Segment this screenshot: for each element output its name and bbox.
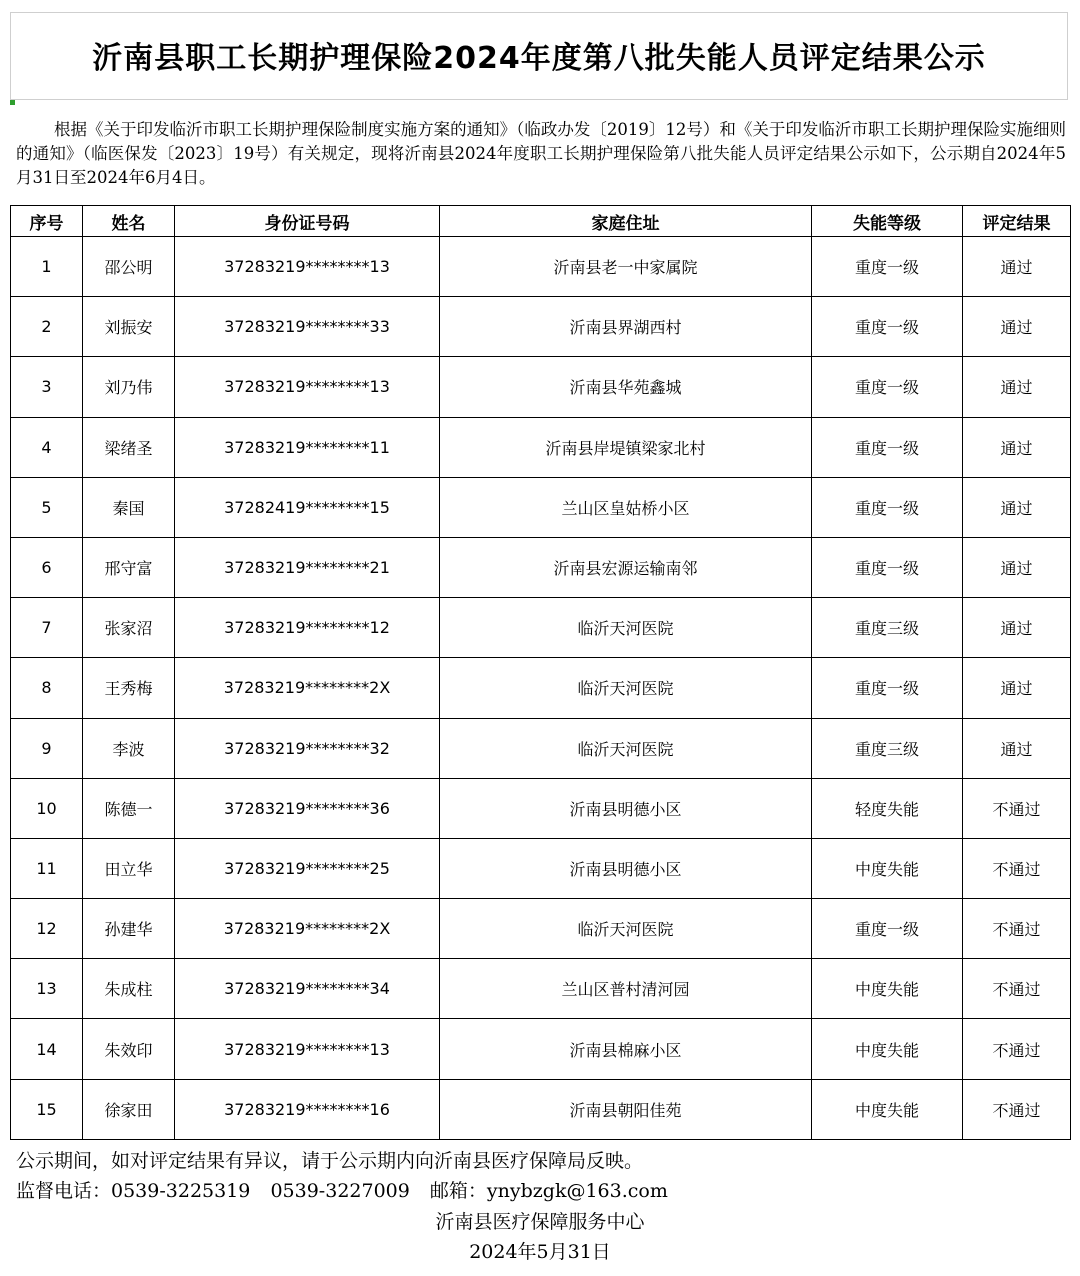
cell-result: 通过 (963, 537, 1071, 597)
cell-result: 不通过 (963, 778, 1071, 838)
phone-2: 0539-3227009 (270, 1180, 410, 1202)
cell-disability-level: 轻度失能 (812, 778, 963, 838)
table-row (11, 838, 1071, 898)
cell-index: 2 (11, 297, 83, 357)
cell-index: 9 (11, 718, 83, 778)
cell-name: 李波 (83, 718, 175, 778)
green-marker (10, 100, 15, 105)
cell-disability-level: 重度一级 (812, 357, 963, 417)
cell-index: 8 (11, 658, 83, 718)
header-index: 序号 (11, 206, 83, 237)
results-table (10, 205, 1071, 1140)
table-row (11, 417, 1071, 477)
cell-disability-level: 重度一级 (812, 537, 963, 597)
cell-disability-level: 中度失能 (812, 838, 963, 898)
cell-address: 临沂天河医院 (440, 658, 812, 718)
header-address: 家庭住址 (440, 206, 812, 237)
cell-result: 通过 (963, 598, 1071, 658)
table-row (11, 357, 1071, 417)
cell-address: 沂南县明德小区 (440, 778, 812, 838)
header-name: 姓名 (83, 206, 175, 237)
table-row (11, 477, 1071, 537)
cell-id-number: 37283219********25 (175, 838, 440, 898)
header-disability-level: 失能等级 (812, 206, 963, 237)
cell-disability-level: 中度失能 (812, 1079, 963, 1139)
cell-index: 4 (11, 417, 83, 477)
table-row (11, 959, 1071, 1019)
table-row (11, 899, 1071, 959)
cell-id-number: 37283219********13 (175, 1019, 440, 1079)
cell-address: 沂南县界湖西村 (440, 297, 812, 357)
cell-index: 14 (11, 1019, 83, 1079)
table-row (11, 718, 1071, 778)
cell-disability-level: 重度一级 (812, 297, 963, 357)
cell-name: 梁绪圣 (83, 417, 175, 477)
cell-name: 朱成柱 (83, 959, 175, 1019)
cell-index: 3 (11, 357, 83, 417)
cell-name: 王秀梅 (83, 658, 175, 718)
cell-id-number: 37283219********34 (175, 959, 440, 1019)
cell-result: 不通过 (963, 959, 1071, 1019)
objection-notice: 公示期间，如对评定结果有异议，请于公示期内向沂南县医疗保障局反映。 (16, 1150, 644, 1172)
cell-index: 5 (11, 477, 83, 537)
cell-index: 15 (11, 1079, 83, 1139)
email: 邮箱：ynybzgk@163.com (429, 1180, 668, 1202)
cell-result: 不通过 (963, 899, 1071, 959)
cell-disability-level: 重度一级 (812, 899, 963, 959)
cell-name: 徐家田 (83, 1079, 175, 1139)
cell-address: 沂南县老一中家属院 (440, 237, 812, 297)
cell-disability-level: 重度一级 (812, 658, 963, 718)
cell-address: 沂南县明德小区 (440, 838, 812, 898)
cell-result: 通过 (963, 297, 1071, 357)
cell-result: 通过 (963, 658, 1071, 718)
cell-id-number: 37283219********13 (175, 357, 440, 417)
contact-line (16, 1176, 682, 1206)
table-header-row (11, 206, 1071, 237)
header-id-number: 身份证号码 (175, 206, 440, 237)
page-title: 沂南县职工长期护理保险2024年度第八批失能人员评定结果公示 (92, 41, 986, 76)
cell-result: 通过 (963, 477, 1071, 537)
cell-address: 临沂天河医院 (440, 718, 812, 778)
cell-address: 沂南县华苑鑫城 (440, 357, 812, 417)
cell-name: 邵公明 (83, 237, 175, 297)
cell-name: 孙建华 (83, 899, 175, 959)
cell-address: 沂南县岸堤镇梁家北村 (440, 417, 812, 477)
cell-name: 秦国 (83, 477, 175, 537)
title-box (10, 12, 1068, 100)
cell-disability-level: 重度一级 (812, 417, 963, 477)
table-row (11, 778, 1071, 838)
cell-index: 6 (11, 537, 83, 597)
cell-id-number: 37283219********12 (175, 598, 440, 658)
cell-name: 张家沼 (83, 598, 175, 658)
table-row (11, 1079, 1071, 1139)
cell-id-number: 37283219********2X (175, 658, 440, 718)
cell-id-number: 37283219********13 (175, 237, 440, 297)
issue-date: 2024年5月31日 (469, 1241, 611, 1263)
cell-result: 不通过 (963, 1019, 1071, 1079)
issuing-org: 沂南县医疗保障服务中心 (435, 1211, 645, 1233)
table-row (11, 1019, 1071, 1079)
cell-disability-level: 中度失能 (812, 959, 963, 1019)
cell-disability-level: 重度一级 (812, 237, 963, 297)
cell-address: 临沂天河医院 (440, 598, 812, 658)
phone-label: 监督电话：0539-3225319 (16, 1180, 251, 1202)
table-row (11, 658, 1071, 718)
cell-disability-level: 中度失能 (812, 1019, 963, 1079)
table-row (11, 598, 1071, 658)
cell-result: 通过 (963, 237, 1071, 297)
cell-id-number: 37283219********11 (175, 417, 440, 477)
header-result: 评定结果 (963, 206, 1071, 237)
table-row (11, 537, 1071, 597)
cell-address: 沂南县棉麻小区 (440, 1019, 812, 1079)
cell-disability-level: 重度三级 (812, 718, 963, 778)
cell-index: 11 (11, 838, 83, 898)
cell-index: 1 (11, 237, 83, 297)
cell-name: 田立华 (83, 838, 175, 898)
table-row (11, 237, 1071, 297)
cell-id-number: 37283219********2X (175, 899, 440, 959)
cell-result: 不通过 (963, 838, 1071, 898)
table-row (11, 297, 1071, 357)
cell-id-number: 37283219********33 (175, 297, 440, 357)
cell-index: 7 (11, 598, 83, 658)
cell-address: 兰山区皇姑桥小区 (440, 477, 812, 537)
cell-id-number: 37283219********16 (175, 1079, 440, 1139)
intro-paragraph: 根据《关于印发临沂市职工长期护理保险制度实施方案的通知》（临政办发〔2019〕12号）和《关于印发临沂市职工长期护理保险实施细则的通知》（临医保发〔2023〕19号）有关规定，现将沂南县2024年度职工长期护理保险第八批失能人员评定结果公示如下，公示期自2024年5月31日至2024年6月4日。 (16, 120, 1066, 187)
cell-disability-level: 重度三级 (812, 598, 963, 658)
cell-index: 10 (11, 778, 83, 838)
cell-id-number: 37283219********36 (175, 778, 440, 838)
cell-address: 临沂天河医院 (440, 899, 812, 959)
cell-index: 13 (11, 959, 83, 1019)
cell-name: 陈德一 (83, 778, 175, 838)
cell-address: 沂南县宏源运输南邻 (440, 537, 812, 597)
cell-disability-level: 重度一级 (812, 477, 963, 537)
cell-name: 朱效印 (83, 1019, 175, 1079)
cell-address: 兰山区普村清河园 (440, 959, 812, 1019)
cell-address: 沂南县朝阳佳苑 (440, 1079, 812, 1139)
cell-id-number: 37282419********15 (175, 477, 440, 537)
cell-result: 通过 (963, 417, 1071, 477)
cell-result: 通过 (963, 718, 1071, 778)
cell-index: 12 (11, 899, 83, 959)
cell-result: 不通过 (963, 1079, 1071, 1139)
cell-result: 通过 (963, 357, 1071, 417)
cell-name: 刘乃伟 (83, 357, 175, 417)
cell-name: 刘振安 (83, 297, 175, 357)
cell-id-number: 37283219********32 (175, 718, 440, 778)
cell-id-number: 37283219********21 (175, 537, 440, 597)
cell-name: 邢守富 (83, 537, 175, 597)
